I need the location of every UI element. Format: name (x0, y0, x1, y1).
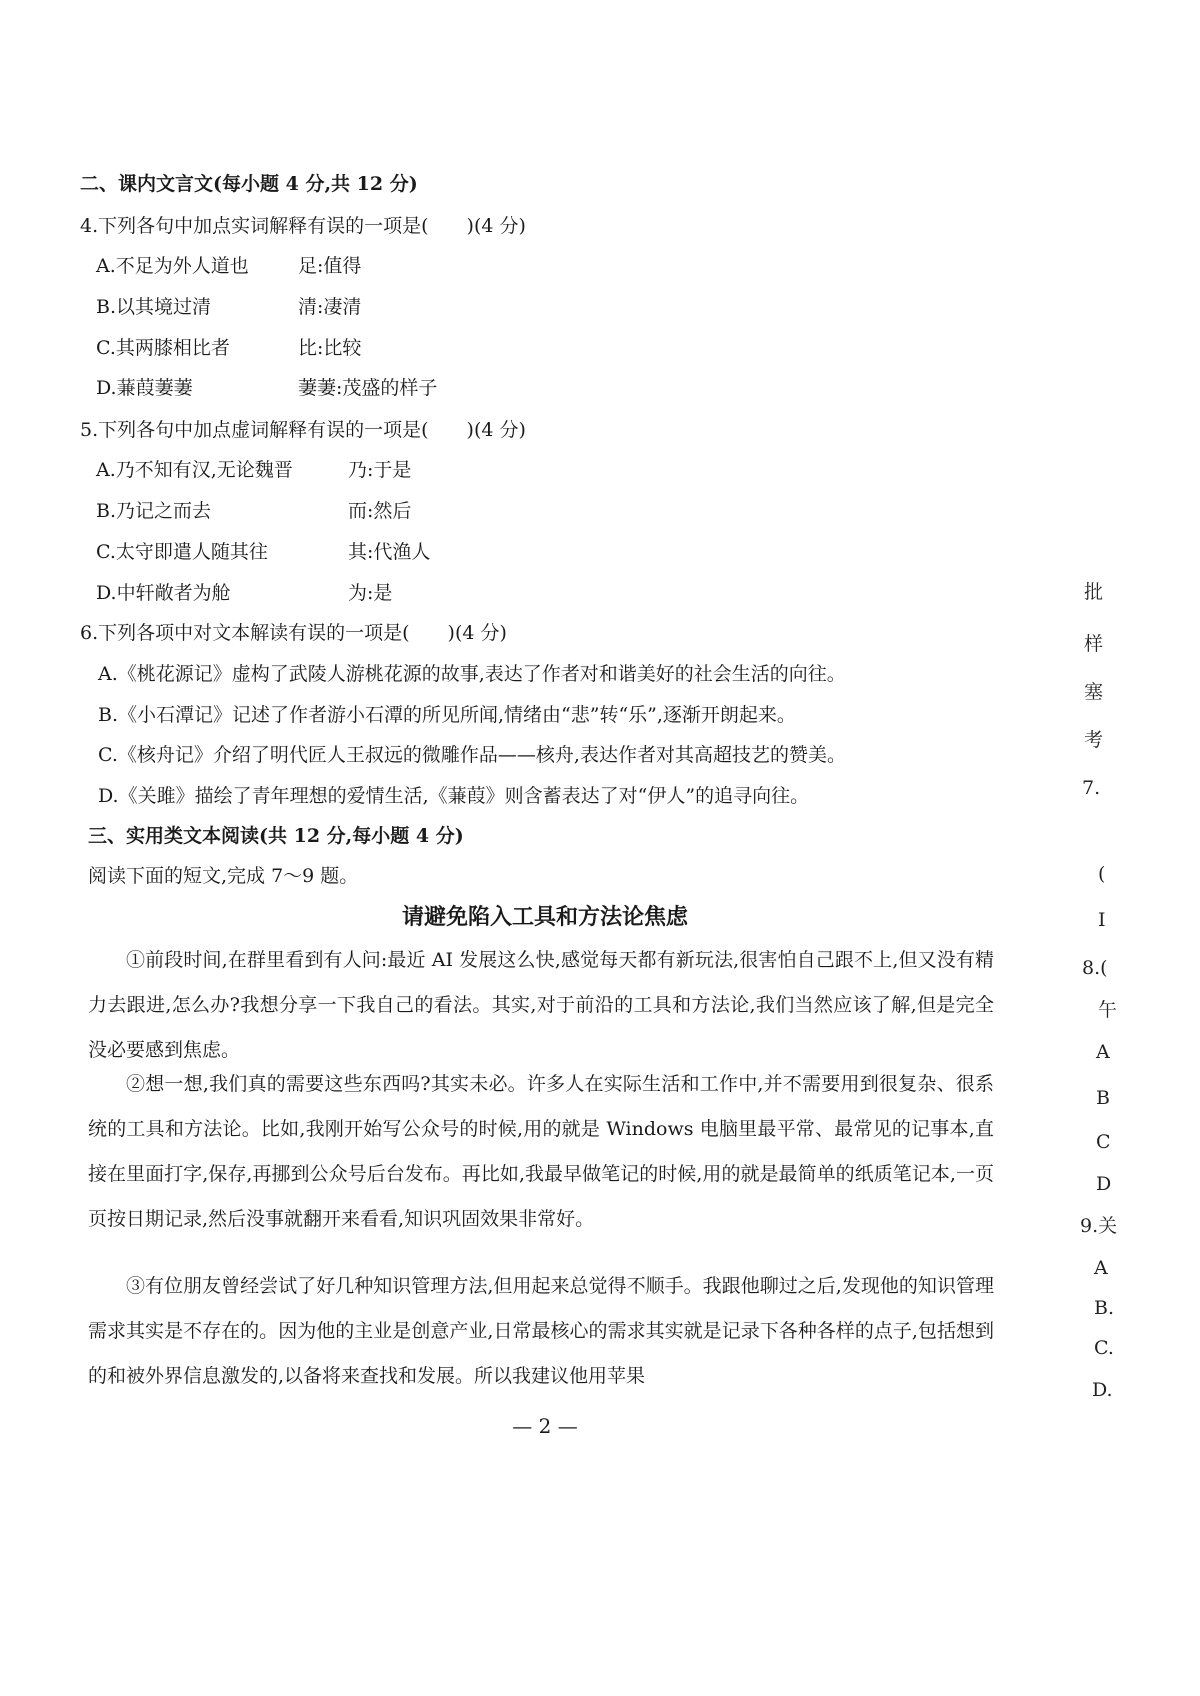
margin-fragment: 8.( (1082, 957, 1108, 979)
margin-fragment: 样 (1084, 633, 1104, 655)
q4-option-c-gloss: 比:比较 (298, 337, 362, 359)
q5-option-c-gloss: 其:代渔人 (348, 541, 431, 563)
q4-option-d-gloss: 萋萋:茂盛的样子 (298, 377, 438, 399)
margin-fragment: B (1096, 1087, 1110, 1109)
margin-fragment: C. (1094, 1337, 1114, 1359)
q6-option-a: A.《桃花源记》虚构了武陵人游桃花源的故事,表达了作者对和谐美好的社会生活的向往。 (98, 663, 846, 685)
margin-fragment: 午 (1098, 999, 1118, 1021)
q4-option-c: C.其两膝相比者 (96, 337, 230, 359)
article-title: 请避免陷入工具和方法论焦虑 (401, 904, 688, 930)
article-paragraph-2: ②想一想,我们真的需要这些东西吗?其实未必。许多人在实际生活和工作中,并不需要用到很复杂、很系统的工具和方法论。比如,我刚开始写公众号的时候,用的就是 Windows 电脑里最平常、最常见的记事本,直接在里面打字,保存,再挪到公众号后台发布。再比如,我最早做笔记的时候,用的就是最简单的纸质笔记本,一页页按日期记录,然后没事就翻开来看看,知识巩固效果非常好。 (88, 1073, 994, 1230)
question-5-stem: 5.下列各句中加点虚词解释有误的一项是( )(4 分) (80, 419, 526, 441)
question-6-stem: 6.下列各项中对文本解读有误的一项是( )(4 分) (80, 622, 507, 644)
reading-instruction: 阅读下面的短文,完成 7～9 题。 (88, 865, 359, 887)
margin-fragment: A (1096, 1041, 1110, 1063)
q4-option-b: B.以其境过清 (96, 296, 212, 318)
margin-fragment: C (1096, 1131, 1111, 1153)
margin-fragment: ( (1098, 863, 1106, 885)
q4-option-a-gloss: 足:值得 (298, 255, 362, 277)
article-paragraph-3: ③有位朋友曾经尝试了好几种知识管理方法,但用起来总觉得不顺手。我跟他聊过之后,发现他的知识管理需求其实是不存在的。因为他的主业是创意产业,日常最核心的需求其实就是记录下各种各样的点子,包括想到的和被外界信息激发的,以备将来查找和发展。所以我建议他用苹果 (88, 1275, 994, 1387)
margin-fragment: B. (1094, 1297, 1115, 1319)
q4-option-d: D.蒹葭萋萋 (96, 377, 193, 399)
margin-fragment: D. (1092, 1379, 1113, 1401)
q6-option-c: C.《核舟记》介绍了明代匠人王叔远的微雕作品——核舟,表达作者对其高超技艺的赞美。 (98, 744, 846, 766)
margin-fragment: 考 (1084, 729, 1104, 751)
margin-fragment: 7. (1082, 777, 1101, 799)
q4-option-b-gloss: 清:凄清 (298, 296, 362, 318)
q5-option-b: B.乃记之而去 (96, 500, 212, 522)
q6-option-d: D.《关雎》描绘了青年理想的爱情生活,《蒹葭》则含蓄表达了对“伊人”的追寻向往。 (98, 785, 810, 807)
article-paragraph-1: ①前段时间,在群里看到有人问:最近 AI 发展这么快,感觉每天都有新玩法,很害怕自己跟不上,但又没有精力去跟进,怎么办?我想分享一下我自己的看法。其实,对于前沿的工具和方法论,我们当然应该了解,但是完全没必要感到焦虑。 (88, 949, 994, 1061)
q5-option-a: A.乃不知有汉,无论魏晋 (96, 459, 293, 481)
q5-option-a-gloss: 乃:于是 (348, 459, 412, 481)
margin-fragment: A (1094, 1257, 1108, 1279)
question-4-stem: 4.下列各句中加点实词解释有误的一项是( )(4 分) (80, 215, 526, 237)
q5-option-d-gloss: 为:是 (348, 582, 393, 604)
margin-fragment: 塞 (1084, 681, 1104, 703)
section-3-heading: 三、实用类文本阅读(共 12 分,每小题 4 分) (88, 825, 464, 847)
q5-option-b-gloss: 而:然后 (348, 500, 412, 522)
page-number: — 2 — (512, 1414, 578, 1438)
q5-option-c: C.太守即遣人随其往 (96, 541, 268, 563)
q5-option-d: D.中轩敞者为舱 (96, 582, 231, 604)
margin-fragment: 批 (1084, 581, 1104, 603)
margin-fragment: 9.关 (1080, 1215, 1118, 1237)
margin-fragment: I (1098, 909, 1106, 931)
margin-fragment: D (1096, 1173, 1112, 1195)
section-2-heading: 二、课内文言文(每小题 4 分,共 12 分) (80, 173, 418, 195)
q6-option-b: B.《小石潭记》记述了作者游小石潭的所见所闻,情绪由“悲”转“乐”,逐渐开朗起来。 (98, 704, 796, 726)
q4-option-a: A.不足为外人道也 (96, 255, 249, 277)
